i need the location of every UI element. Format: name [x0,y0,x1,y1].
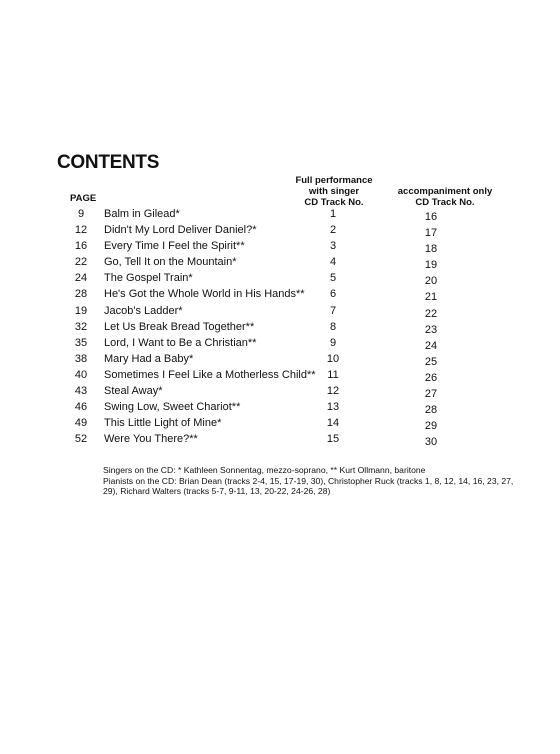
table-row [0,254,560,270]
song-title: Balm in Gilead* [104,208,180,220]
page-number: 28 [74,288,88,301]
accompaniment-track: 30 [424,436,438,449]
song-title: Lord, I Want to Be a Christian** [104,336,257,349]
full-performance-track: 10 [326,352,340,365]
song-title: Let Us Break Bread Together** [104,320,255,333]
full-performance-track: 5 [329,272,337,285]
page-number: 43 [74,385,88,398]
page-title: CONTENTS [57,152,160,173]
accompaniment-track: 22 [424,307,438,320]
table-row [0,206,560,222]
accompaniment-track: 27 [424,388,438,401]
full-performance-track: 8 [329,320,337,333]
full-header-line-1: Full performance [295,175,373,186]
table-row [0,286,560,302]
song-title: Every Time I Feel the Spirit** [104,240,245,253]
song-title: Swing Low, Sweet Chariot** [104,401,241,414]
table-row [0,270,560,286]
acc-header-line-1: accompaniment only [397,186,493,197]
page-number: 24 [74,272,88,285]
contents-table [0,206,560,447]
table-row [0,351,560,367]
table-row [0,383,560,399]
song-title: Jacob's Ladder* [104,304,183,317]
page-number: 19 [74,304,88,317]
table-row [0,222,560,238]
accompaniment-track: 29 [424,420,438,433]
page-number: 52 [74,433,88,446]
cd-notes [103,465,523,497]
singers-note: Singers on the CD: * Kathleen Sonnentag, mezzo-soprano, ** Kurt Ollmann, baritone [103,465,426,475]
song-title: Go, Tell It on the Mountain* [104,256,237,269]
page-number: 46 [74,401,88,414]
table-row [0,335,560,351]
table-row [0,367,560,383]
page-number: 9 [77,208,85,220]
full-performance-column-header [292,175,376,208]
page-number: 35 [74,336,88,349]
accompaniment-track: 28 [424,404,438,417]
full-header-line-2: with singer [308,186,360,197]
table-row [0,303,560,319]
song-title: Steal Away* [104,385,163,398]
full-performance-track: 3 [329,240,337,253]
full-performance-track: 14 [326,417,340,430]
full-performance-track: 1 [329,208,337,220]
full-performance-track: 4 [329,256,337,269]
accompaniment-column-header [386,186,504,208]
song-title: Sometimes I Feel Like a Motherless Child** [104,368,316,381]
full-header-line-3: CD Track No. [304,197,364,208]
accompaniment-track: 25 [424,355,438,368]
accompaniment-track: 20 [424,275,438,288]
page-number: 38 [74,352,88,365]
full-performance-track: 11 [327,368,339,381]
accompaniment-track: 19 [424,259,438,272]
table-row [0,399,560,415]
table-row [0,431,560,447]
page-column-header: PAGE [70,193,97,204]
song-title: This Little Light of Mine* [104,417,222,430]
full-performance-track: 2 [329,224,337,237]
page-number: 22 [74,256,88,269]
full-performance-track: 13 [326,401,340,414]
song-title: Were You There?** [104,433,198,446]
full-performance-track: 6 [329,288,337,301]
pianists-note-line-1: Pianists on the CD: Brian Dean (tracks 2-4, 15, 17-19, 30), Christopher Ruck (tracks 1, 8, 12, 14, 16, 23, 27, [103,475,514,486]
song-title: The Gospel Train* [104,272,193,285]
page-number: 32 [74,320,88,333]
accompaniment-track: 26 [424,371,438,384]
song-title: He's Got the Whole World in His Hands** [104,288,305,301]
acc-header-line-2: CD Track No. [415,197,475,208]
table-row [0,238,560,254]
page-number: 49 [74,417,88,430]
table-row [0,319,560,335]
pianists-note-line-2: 29), Richard Walters (tracks 5-7, 9-11, 13, 20-22, 24-26, 28) [103,486,331,496]
page-number: 40 [74,368,88,381]
full-performance-track: 7 [329,304,337,317]
full-performance-track: 12 [326,385,340,398]
song-title: Didn't My Lord Deliver Daniel?* [104,224,257,237]
accompaniment-track: 24 [424,339,438,352]
accompaniment-track: 23 [424,323,438,336]
full-performance-track: 9 [329,336,337,349]
page-number: 16 [74,240,88,253]
accompaniment-track: 16 [424,211,438,223]
table-row [0,415,560,431]
song-title: Mary Had a Baby* [104,352,194,365]
full-performance-track: 15 [326,433,340,446]
accompaniment-track: 18 [424,243,438,256]
accompaniment-track: 17 [424,227,438,240]
page-number: 12 [74,224,88,237]
accompaniment-track: 21 [424,291,438,304]
